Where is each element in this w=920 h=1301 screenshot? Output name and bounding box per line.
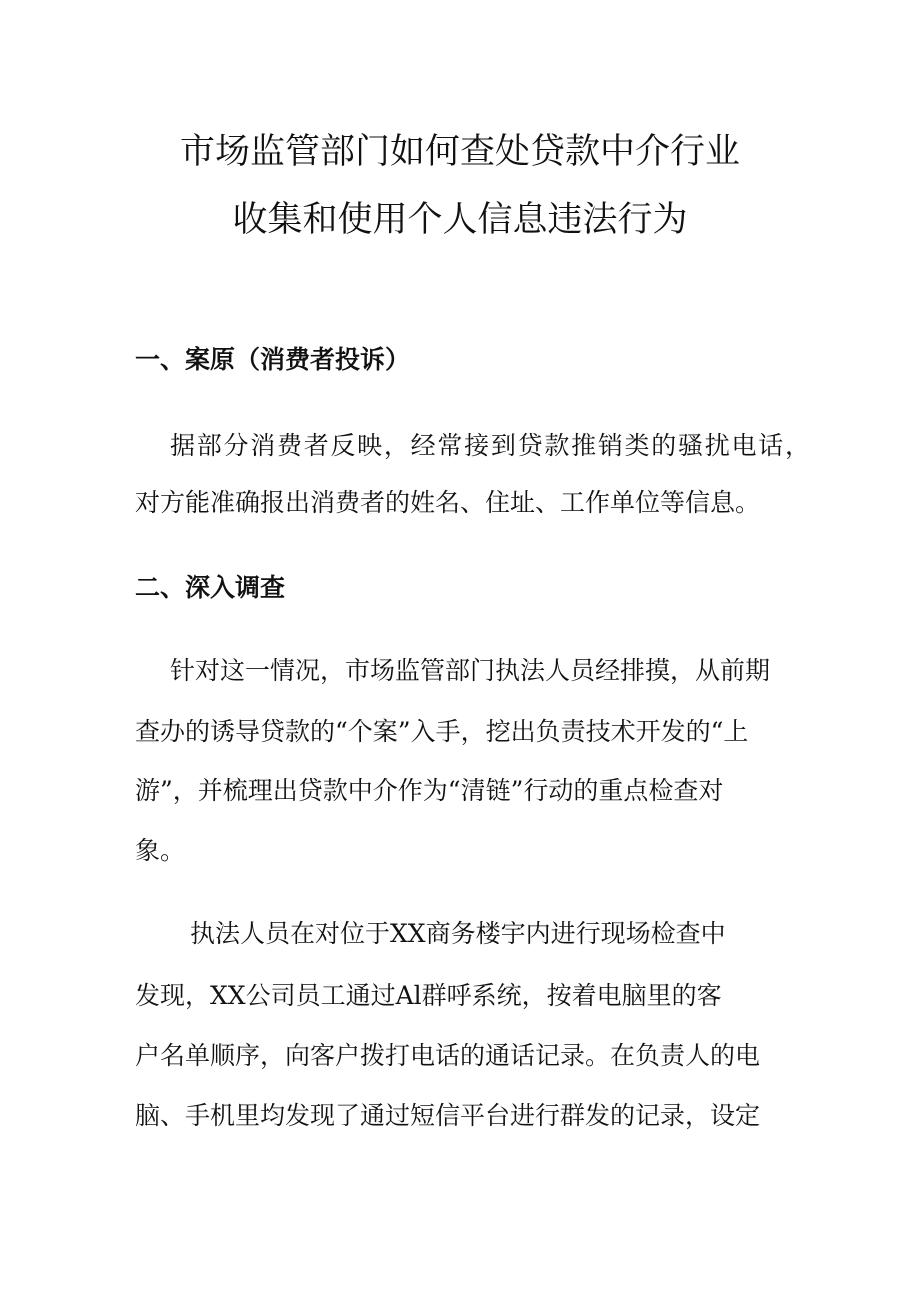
paragraph-line: 查办的诱导贷款的“个案”入手，挖出负责技术开发的“上 [135, 717, 749, 746]
paragraph-line: 据部分消费者反映，经常接到贷款推销类的骚扰电话， [170, 431, 810, 460]
paragraph-line: 象。 [135, 836, 186, 865]
document-title-line-1: 市场监管部门如何查处贷款中介行业 [179, 132, 740, 172]
document-title-line-2: 收集和使用个人信息违法行为 [232, 200, 688, 240]
paragraph-line: 发现，XX公司员工通过Al群呼系统，按着电脑里的客 [135, 981, 722, 1010]
paragraph-line: 对方能准确报出消费者的姓名、住址、工作单位等信息。 [135, 488, 761, 517]
paragraph-line: 执法人员在对位于XX商务楼宇内进行现场检查中 [190, 919, 726, 948]
paragraph-line: 户名单顺序，向客户拨打电话的通话记录。在负责人的电 [135, 1041, 761, 1070]
paragraph-line: 针对这一情况，市场监管部门执法人员经排摸，从前期 [170, 656, 771, 685]
section-heading-complaint: 一、案原（消费者投诉） [135, 345, 411, 374]
section-heading-investigation: 二、深入调查 [135, 573, 286, 602]
paragraph-line: 脑、手机里均发现了通过短信平台进行群发的记录，设定 [135, 1101, 761, 1130]
paragraph-line: 游”，并梳理出贷款中介作为“清链”行动的重点检查对 [135, 776, 724, 805]
